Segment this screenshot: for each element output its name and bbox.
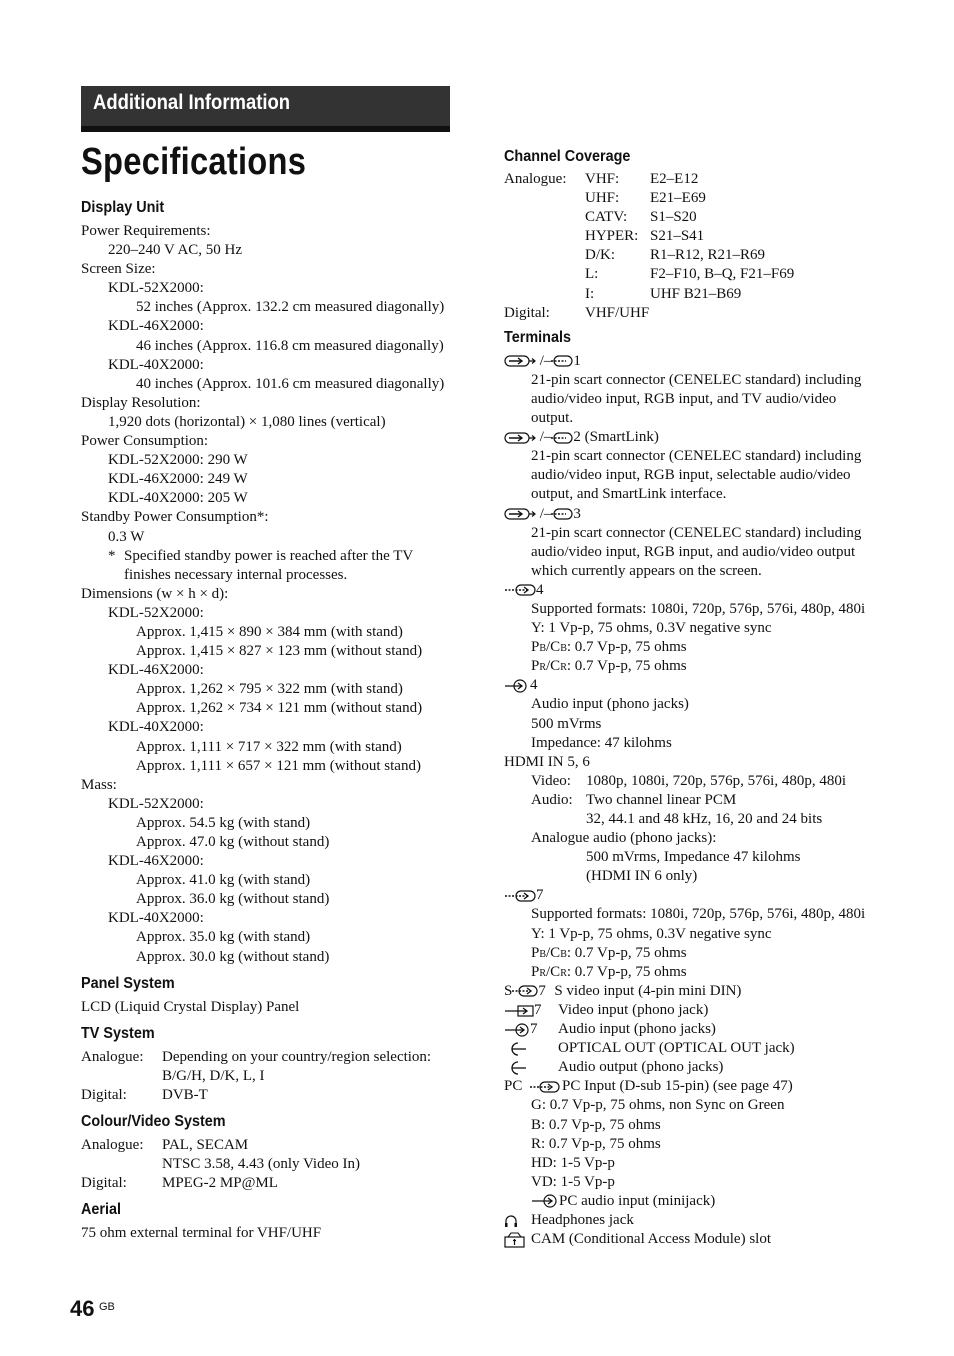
component-4-desc: Y: 1 Vp-p, 75 ohms, 0.3V negative sync: [531, 620, 772, 637]
s-video-desc: S video input (4-pin mini DIN): [554, 982, 742, 999]
audio-input-icon: [504, 1023, 530, 1037]
cr-letter: /C: [546, 963, 561, 980]
aerial-heading: Aerial: [81, 1201, 122, 1219]
dimensions-label: Dimensions (w × h × d):: [81, 585, 229, 602]
scart-1-desc: audio/video input, RGB input, and TV audio/video: [531, 390, 837, 407]
screen-value: 52 inches (Approx. 132.2 cm measured diagonally): [136, 299, 445, 316]
standby-label: Standby Power Consumption*:: [81, 509, 269, 526]
channel-row: [504, 227, 884, 246]
band-range: S21–S41: [650, 228, 705, 245]
colour-analogue: [81, 1136, 461, 1155]
scart-3-number: 3: [573, 505, 581, 522]
cam-slot: [504, 1230, 884, 1249]
mass-with-stand: Approx. 35.0 kg (with stand): [136, 929, 311, 946]
component-4-number: 4: [536, 581, 544, 598]
tv-analogue: [81, 1048, 461, 1067]
consumption-label: Power Consumption:: [81, 433, 209, 450]
channel-analogue-label: Analogue:: [504, 171, 567, 187]
hdmi-analogue-note: (HDMI IN 6 only): [586, 868, 698, 885]
video-number: 7: [534, 1001, 542, 1018]
scart-3-desc: which currently appears on the screen.: [531, 562, 762, 579]
channel-digital-value: VHF/UHF: [585, 304, 650, 321]
video-desc: Video input (phono jack): [558, 1001, 709, 1018]
channel-row: [504, 265, 884, 284]
band-name: HYPER:: [585, 228, 639, 245]
component-4-desc: Supported formats: 1080i, 720p, 576p, 576i, 480p, 480i: [531, 600, 866, 617]
resolution-value: 1,920 dots (horizontal) × 1,080 lines (vertical): [108, 413, 386, 430]
cb-sub: B: [560, 948, 567, 960]
scart-2-desc: audio/video input, RGB input, selectable audio/video: [531, 467, 851, 484]
hdmi-analogue-value: 500 mVrms, Impedance 47 kilohms: [586, 849, 801, 866]
standby-value: 0.3 W: [108, 528, 145, 545]
mass-model: KDL-52X2000:: [108, 795, 204, 812]
component-video-input-icon: [504, 583, 536, 597]
hdmi-audio: [504, 791, 884, 810]
pc-audio-input-icon: [531, 1194, 559, 1208]
headphones-desc: Headphones jack: [531, 1211, 634, 1228]
colour-heading: Colour/Video System: [81, 1113, 226, 1131]
scart-in-out-icon: [504, 507, 536, 521]
cb-letter: /C: [546, 944, 561, 961]
pb-value: : 0.7 Vp-p, 75 ohms: [566, 639, 687, 656]
mass-without-stand: Approx. 36.0 kg (without stand): [136, 891, 330, 908]
left-column: [81, 198, 461, 1243]
audio-out: [504, 1058, 884, 1077]
hdmi-audio-value: Two channel linear PCM: [586, 791, 737, 808]
scart-3-desc: 21-pin scart connector (CENELEC standard) including: [531, 524, 862, 541]
colour-analogue-label: Analogue:: [81, 1137, 144, 1154]
pc-label: PC: [504, 1078, 523, 1095]
pb-sub: B: [539, 643, 547, 655]
hdmi-video-label: Video:: [531, 772, 571, 789]
mass-with-stand: Approx. 54.5 kg (with stand): [136, 814, 311, 831]
channel-row: [504, 285, 884, 304]
consumption-value: KDL-52X2000: 290 W: [108, 452, 248, 469]
scart-in-out-icon: [504, 431, 536, 445]
tv-digital: [81, 1086, 461, 1105]
scart-out-icon: [551, 354, 573, 368]
channel-row: [504, 189, 884, 208]
component-video-input-icon: [504, 889, 536, 903]
audio-input-icon: [504, 679, 530, 693]
band-name: I:: [585, 285, 595, 302]
screen-label: Screen Size:: [81, 261, 156, 278]
mass-label: Mass:: [81, 776, 117, 793]
pb-sub: B: [539, 948, 547, 960]
mass-model: KDL-46X2000:: [108, 853, 204, 870]
scart-1-desc: 21-pin scart connector (CENELEC standard) including: [531, 371, 862, 388]
tv-digital-label: Digital:: [81, 1086, 127, 1103]
s-video-7: [504, 982, 884, 1001]
hdmi-video: [504, 772, 884, 791]
component-7-label: [504, 886, 884, 905]
channel-row: [504, 208, 884, 227]
video-7: [504, 1001, 884, 1020]
page-number: 46: [70, 1296, 95, 1321]
display-unit-heading: Display Unit: [81, 199, 165, 216]
headphones-icon: [504, 1213, 531, 1229]
scart-in-out-icon: [504, 354, 536, 368]
dimensions-with-stand: Approx. 1,262 × 795 × 322 mm (with stand): [136, 681, 403, 698]
channel-digital-label: Digital:: [504, 304, 550, 321]
power-req-value: 220–240 V AC, 50 Hz: [108, 242, 243, 259]
screen-value: 46 inches (Approx. 116.8 cm measured diagonally): [136, 337, 444, 354]
audio-out-desc: Audio output (phono jacks): [558, 1059, 724, 1076]
pb-letter: P: [531, 944, 540, 961]
pb-value: : 0.7 Vp-p, 75 ohms: [566, 944, 687, 961]
colour-analogue-value: PAL, SECAM: [162, 1137, 249, 1154]
headphones: [504, 1211, 884, 1230]
colour-analogue-value-cont: NTSC 3.58, 4.43 (only Video In): [162, 1156, 360, 1173]
hdmi-audio-value-cont: 32, 44.1 and 48 kHz, 16, 20 and 24 bits: [586, 811, 823, 827]
hdmi-analogue-label: Analogue audio (phono jacks):: [531, 830, 717, 847]
consumption-value: KDL-46X2000: 249 W: [108, 471, 248, 488]
component-4-label: [504, 581, 884, 600]
tv-analogue-value-cont: B/G/H, D/K, L, I: [162, 1067, 265, 1084]
component-7-desc: Supported formats: 1080i, 720p, 576p, 576i, 480p, 480i: [531, 906, 866, 923]
pb-letter: P: [531, 639, 540, 656]
pr-letter: P: [531, 658, 540, 675]
band-range: R1–R12, R21–R69: [650, 247, 766, 264]
component-7-pr: [504, 963, 884, 982]
pc-spec: R: 0.7 Vp-p, 75 ohms: [531, 1135, 661, 1152]
component-7-number: 7: [536, 887, 544, 904]
colour-digital-value: MPEG-2 MP@ML: [162, 1175, 278, 1192]
channel-heading: Channel Coverage: [504, 148, 631, 165]
video-input-icon: [504, 1004, 534, 1018]
pc-audio-desc: PC audio input (minijack): [559, 1192, 716, 1209]
resolution-label: Display Resolution:: [81, 394, 201, 411]
colour-digital: [81, 1174, 461, 1193]
channel-digital: [504, 304, 884, 323]
dimensions-without-stand: Approx. 1,262 × 734 × 121 mm (without stand): [136, 700, 423, 717]
note-text: Specified standby power is reached after the TV: [124, 547, 414, 564]
hdmi-label: HDMI IN 5, 6: [504, 753, 590, 770]
cr-letter: /C: [546, 658, 561, 675]
scart-3-desc: audio/video input, RGB input, and audio/video output: [531, 543, 856, 560]
dimensions-model: KDL-52X2000:: [108, 604, 204, 621]
screen-model: KDL-52X2000:: [108, 280, 204, 297]
audio-4-number: 4: [530, 677, 538, 694]
pr-sub: R: [539, 967, 547, 979]
aerial-value: 75 ohm external terminal for VHF/UHF: [81, 1225, 322, 1242]
mass-model: KDL-40X2000:: [108, 910, 204, 927]
audio-7: [504, 1020, 884, 1039]
optical-out: [504, 1039, 884, 1058]
pc-input: [504, 1077, 884, 1096]
audio-output-icon: [504, 1060, 558, 1076]
cb-letter: /C: [546, 639, 561, 656]
band-name: VHF:: [585, 171, 620, 187]
band-range: F2–F10, B–Q, F21–F69: [650, 266, 795, 283]
audio-7-desc: Audio input (phono jacks): [558, 1021, 716, 1038]
pr-sub: R: [539, 662, 547, 674]
scart-1-number: 1: [573, 352, 581, 369]
hdmi-video-value: 1080p, 1080i, 720p, 576p, 576i, 480p, 480i: [586, 772, 847, 789]
scart-2-number: 2 (SmartLink): [573, 429, 659, 446]
pc-audio: [504, 1192, 884, 1211]
pc-spec: B: 0.7 Vp-p, 75 ohms: [531, 1116, 661, 1133]
cam-slot-icon: [504, 1232, 531, 1248]
page-language: GB: [99, 1301, 115, 1313]
audio-4-desc: Audio input (phono jacks): [531, 696, 689, 713]
right-column: [504, 147, 884, 1249]
pc-input-icon: [530, 1080, 562, 1094]
screen-value: 40 inches (Approx. 101.6 cm measured diagonally): [136, 375, 445, 392]
pr-value: : 0.7 Vp-p, 75 ohms: [566, 658, 687, 675]
dimensions-with-stand: Approx. 1,415 × 890 × 384 mm (with stand): [136, 623, 403, 640]
terminals-heading: Terminals: [504, 328, 571, 346]
tv-analogue-value: Depending on your country/region selection:: [162, 1048, 432, 1065]
screen-model: KDL-46X2000:: [108, 318, 204, 335]
component-4-pb: [504, 638, 884, 657]
cb-sub: B: [560, 643, 567, 655]
scart-2-label: /– 2 (SmartLink): [504, 428, 884, 447]
component-4-pr: [504, 657, 884, 676]
dimensions-with-stand: Approx. 1,111 × 717 × 322 mm (with stand): [136, 738, 402, 755]
band-name: L:: [585, 266, 599, 283]
band-range: E2–E12: [650, 171, 699, 187]
dimensions-without-stand: Approx. 1,111 × 657 × 121 mm (without stand): [136, 757, 421, 774]
audio-4-desc: Impedance: 47 kilohms: [531, 734, 672, 751]
standby-note: [81, 547, 461, 566]
dimensions-model: KDL-40X2000:: [108, 719, 204, 736]
tv-digital-value: DVB-T: [162, 1086, 208, 1103]
pc-spec: HD: 1-5 Vp-p: [531, 1154, 615, 1171]
channel-row: [504, 170, 884, 189]
scart-2-desc: 21-pin scart connector (CENELEC standard) including: [531, 448, 862, 465]
page-title: Specifications: [81, 141, 307, 183]
audio-4-desc: 500 mVrms: [531, 715, 602, 732]
component-7-desc: Y: 1 Vp-p, 75 ohms, 0.3V negative sync: [531, 925, 772, 942]
section-banner-rule: [81, 126, 450, 132]
scart-2-desc: output, and SmartLink interface.: [531, 486, 727, 503]
cr-sub: R: [560, 662, 567, 674]
tv-analogue-label: Analogue:: [81, 1048, 144, 1065]
section-title: Additional Information: [93, 91, 291, 114]
audio-4-label: [504, 676, 884, 695]
cr-sub: R: [560, 967, 567, 979]
pc-desc: PC Input (D-sub 15-pin) (see page 47): [562, 1078, 793, 1095]
pc-spec: VD: 1-5 Vp-p: [531, 1173, 615, 1190]
dimensions-without-stand: Approx. 1,415 × 827 × 123 mm (without stand): [136, 643, 423, 660]
pr-letter: P: [531, 963, 540, 980]
colour-digital-label: Digital:: [81, 1175, 127, 1192]
tv-system-heading: TV System: [81, 1024, 155, 1042]
hdmi-audio-label: Audio:: [531, 791, 573, 808]
dimensions-model: KDL-46X2000:: [108, 662, 204, 679]
scart-out-icon: [551, 507, 573, 521]
mass-without-stand: Approx. 30.0 kg (without stand): [136, 948, 330, 965]
note-marker: *: [108, 547, 116, 564]
panel-value: LCD (Liquid Crystal Display) Panel: [81, 998, 300, 1015]
band-range: S1–S20: [650, 209, 697, 226]
channel-row: [504, 246, 884, 265]
pr-value: : 0.7 Vp-p, 75 ohms: [566, 963, 687, 980]
optical-desc: OPTICAL OUT (OPTICAL OUT jack): [558, 1040, 795, 1057]
optical-output-icon: [504, 1041, 558, 1057]
audio-7-number: 7: [530, 1021, 538, 1038]
panel-heading: Panel System: [81, 974, 175, 992]
s-video-number: 7: [538, 982, 546, 999]
scart-1-desc: output.: [531, 410, 574, 427]
cam-desc: CAM (Conditional Access Module) slot: [531, 1231, 771, 1248]
band-name: UHF:: [585, 190, 620, 207]
consumption-value: KDL-40X2000: 205 W: [108, 490, 248, 507]
pc-spec: G: 0.7 Vp-p, 75 ohms, non Sync on Green: [531, 1097, 785, 1114]
scart-out-icon: [551, 431, 573, 445]
s-video-input-icon: [512, 984, 538, 998]
power-req-label: Power Requirements:: [81, 223, 211, 239]
note-text-cont: finishes necessary internal processes.: [124, 566, 348, 583]
component-7-pb: [504, 944, 884, 963]
s-video-prefix: S: [504, 982, 513, 999]
mass-without-stand: Approx. 47.0 kg (without stand): [136, 834, 330, 850]
scart-1-label: /– 1: [504, 352, 884, 371]
band-name: D/K:: [585, 247, 615, 264]
screen-model: KDL-40X2000:: [108, 356, 204, 373]
mass-with-stand: Approx. 41.0 kg (with stand): [136, 872, 311, 889]
band-range: UHF B21–B69: [650, 285, 742, 302]
band-name: CATV:: [585, 209, 628, 226]
scart-3-label: /– 3: [504, 505, 884, 524]
band-range: E21–E69: [650, 190, 706, 207]
